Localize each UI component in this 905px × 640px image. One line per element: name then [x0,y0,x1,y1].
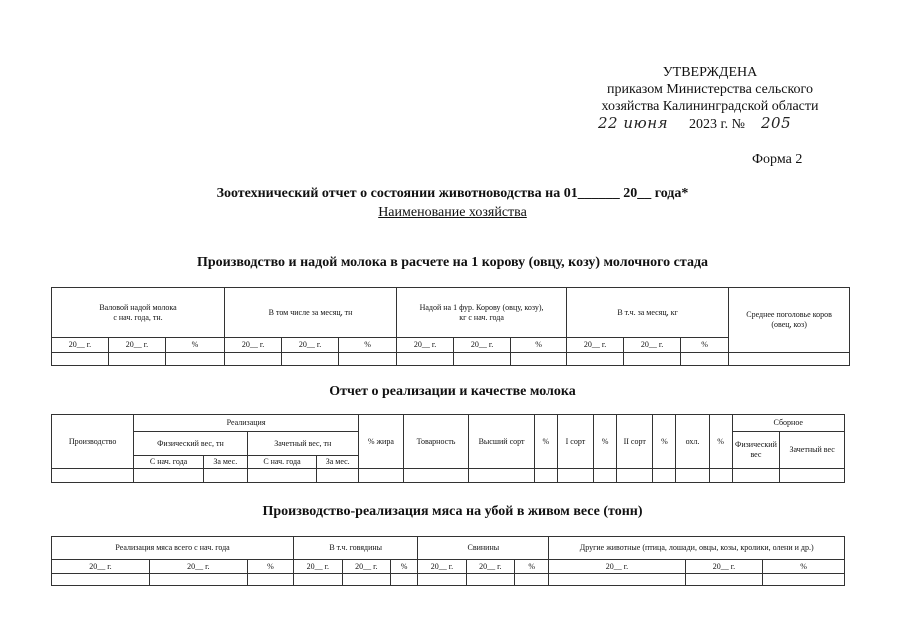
milk-yield-table [51,287,850,366]
blank-cell[interactable] [52,574,150,586]
header-other-animals: Другие животные (птица, лошади, овцы, козы, кролики, олени и др.) [549,537,845,560]
blank-cell[interactable] [149,574,247,586]
approval-line-3: хозяйства Калининградской области [601,99,819,114]
blank-cell[interactable] [594,469,617,483]
blank-cell[interactable] [403,469,469,483]
sub-pct: % [339,338,397,353]
blank-cell[interactable] [557,469,593,483]
table-row [52,574,845,586]
header-credit-short: Зачетный вес [780,432,845,469]
header-chilled: охл. [676,415,709,469]
sub-year-1: 20__ г. [549,560,685,574]
blank-cell[interactable] [763,574,845,586]
header-credit-weight: Зачетный вес, тн [247,432,358,456]
form-label: Форма 2 [752,152,803,167]
blank-cell[interactable] [203,469,247,483]
header-pork: Свинины [418,537,549,560]
header-collected: Сборное [732,415,844,432]
blank-cell[interactable] [418,574,466,586]
blank-cell[interactable] [534,469,557,483]
blank-cell[interactable] [52,353,109,366]
header-marketability: Товарность [403,415,469,469]
header-phys-short: Физический вес [732,432,780,469]
blank-cell[interactable] [317,469,359,483]
blank-cell[interactable] [732,469,780,483]
header-top-grade: Высший сорт [469,415,535,469]
blank-cell[interactable] [549,574,685,586]
approval-year: 2023 г. № [689,117,746,132]
blank-cell[interactable] [511,353,567,366]
sub-year-1: 20__ г. [397,338,454,353]
sub-year-2: 20__ г. [109,338,166,353]
blank-cell[interactable] [617,469,653,483]
blank-cell[interactable] [685,574,763,586]
sub-year-1: 20__ г. [567,338,624,353]
header-gross-yield: Валовой надой молока с нач. года, тн. [52,288,225,338]
approval-date-line [598,114,838,136]
sub-year-2: 20__ г. [624,338,681,353]
header-production: Производство [52,415,134,469]
blank-cell[interactable] [339,353,397,366]
blank-cell[interactable] [780,469,845,483]
header-pct: % [653,415,676,469]
blank-cell[interactable] [52,469,134,483]
sub-year-2: 20__ г. [454,338,511,353]
sub-pct: % [166,338,225,353]
table-row [52,469,845,483]
header-average-herd: Среднее поголовье коров (овец, коз) [729,288,850,353]
sub-year-2: 20__ г. [466,560,514,574]
section-2-heading: Отчет о реализации и качестве молока [329,384,576,399]
blank-cell[interactable] [515,574,549,586]
blank-cell[interactable] [709,469,732,483]
document-title: Зоотехнический отчет о состоянии животноводства на 01______ 20__ года* [216,186,689,201]
handwritten-number: 205 [761,114,792,132]
sub-year-2: 20__ г. [685,560,763,574]
sub-pct: % [763,560,845,574]
sub-year-1: 20__ г. [52,560,150,574]
blank-cell[interactable] [282,353,339,366]
sub-year-1: 20__ г. [418,560,466,574]
header-realization: Реализация [134,415,359,432]
farm-name-line [0,205,905,221]
blank-cell[interactable] [225,353,282,366]
blank-cell[interactable] [397,353,454,366]
blank-cell[interactable] [469,469,535,483]
farm-name: Наименование хозяйства [378,205,527,220]
header-phys-weight: Физический вес, тн [134,432,247,456]
table-row [52,353,850,366]
sub-pct: % [390,560,417,574]
meat-table [51,536,845,586]
header-grade-2: II сорт [617,415,653,469]
sub-year-2: 20__ г. [282,338,339,353]
handwritten-date: 22 июня [598,114,669,132]
blank-cell[interactable] [729,353,850,366]
section-1-heading: Производство и надой молока в расчете на 1 корову (овцу, козу) молочного стада [196,255,709,270]
header-beef: В т.ч. говядины [294,537,418,560]
sub-pct: % [511,338,567,353]
approval-stamp [560,64,860,115]
blank-cell[interactable] [359,469,404,483]
header-monthly-yield: В том числе за месяц, тн [225,288,397,338]
blank-cell[interactable] [390,574,417,586]
header-pct: % [534,415,557,469]
header-monthly-per-cow: В т.ч. за месяц, кг [567,288,729,338]
blank-cell[interactable] [567,353,624,366]
blank-cell[interactable] [109,353,166,366]
blank-cell[interactable] [134,469,204,483]
approval-line-2: приказом Министерства сельского [607,82,813,97]
sub-pct: % [247,560,293,574]
sub-per-month: За мес. [203,456,247,469]
sub-per-month: За мес. [317,456,359,469]
header-pct: % [594,415,617,469]
sub-year-2: 20__ г. [342,560,390,574]
sub-year-2: 20__ г. [149,560,247,574]
header-grade-1: I сорт [557,415,593,469]
sub-year-1: 20__ г. [52,338,109,353]
blank-cell[interactable] [247,469,317,483]
header-meat-total: Реализация мяса всего с нач. года [52,537,294,560]
header-yield-per-cow: Надой на 1 фур. Корову (овцу, козу), кг с нач. года [397,288,567,338]
blank-cell[interactable] [681,353,729,366]
header-fat: % жира [359,415,404,469]
sub-since-start: С нач. года [247,456,317,469]
section-3-heading: Производство-реализация мяса на убой в живом весе (тонн) [262,504,643,519]
milk-quality-table [51,414,845,483]
sub-since-start: С нач. года [134,456,204,469]
header-pct: % [709,415,732,469]
blank-cell[interactable] [247,574,293,586]
approval-title: УТВЕРЖДЕНА [662,65,758,80]
sub-pct: % [681,338,729,353]
blank-cell[interactable] [653,469,676,483]
blank-cell[interactable] [166,353,225,366]
blank-cell[interactable] [676,469,709,483]
sub-year-1: 20__ г. [294,560,342,574]
blank-cell[interactable] [294,574,342,586]
blank-cell[interactable] [466,574,514,586]
blank-cell[interactable] [454,353,511,366]
sub-pct: % [515,560,549,574]
blank-cell[interactable] [342,574,390,586]
blank-cell[interactable] [624,353,681,366]
sub-year-1: 20__ г. [225,338,282,353]
